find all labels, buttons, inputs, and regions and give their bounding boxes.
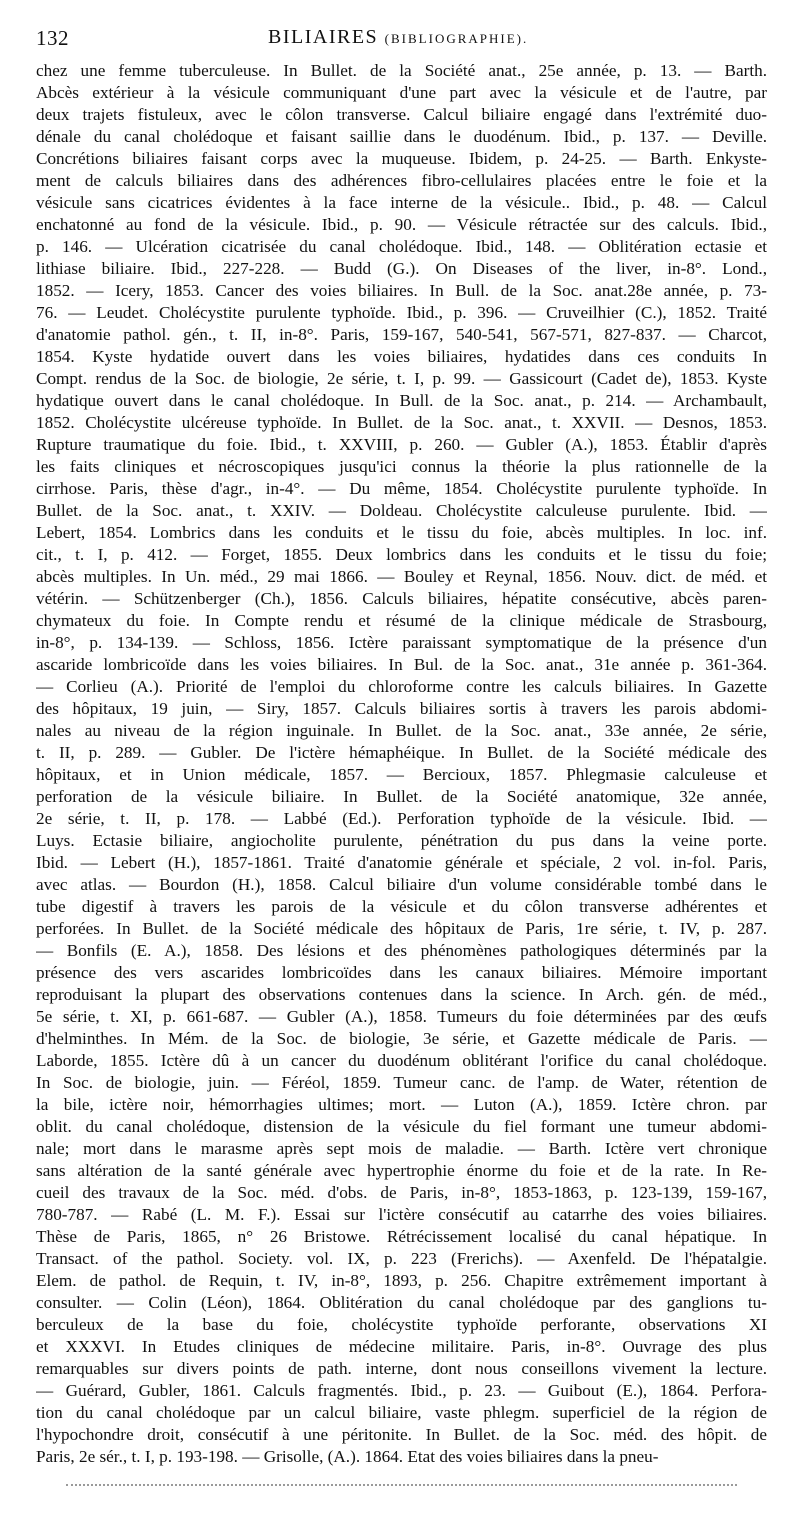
text-line: Lebert, 1854. Lombrics dans les conduits et le tissu du foie, abcès multiples. In loc. inf. (36, 523, 767, 542)
text-line: cit., t. I, p. 412. — Forget, 1855. Deux lombrics dans les conduits et le tissu du foie; (36, 545, 767, 564)
text-line: perforées. In Bullet. de la Société médicale des hôpitaux de Paris, 1re série, t. IV, p. 287. (36, 919, 767, 938)
text-line: avec atlas. — Bourdon (H.), 1858. Calcul biliaire d'un volume considérable tombé dans le (36, 875, 767, 894)
text-line: 76. — Leudet. Cholécystite purulente typhoïde. Ibid., p. 396. — Cruveilhier (C.), 1852. Traité (36, 303, 767, 322)
text-line: Thèse de Paris, 1865, n° 26 Bristowe. Rétrécissement localisé du canal hépatique. In (36, 1227, 767, 1246)
text-line: hôpitaux, et in Union médicale, 1857. — Bercioux, 1857. Phlegmasie calculeuse et (36, 765, 767, 784)
text-line: berculeux de la base du foie, cholécystite typhoïde perforante, observations XI (36, 1315, 767, 1334)
text-line: Bullet. de la Soc. anat., t. XXIV. — Doldeau. Cholécystite calculeuse purulente. Ibid. — (36, 501, 767, 520)
text-line: Transact. of the pathol. Society. vol. IX, p. 223 (Frerichs). — Axenfeld. De l'hépatalgie. (36, 1249, 767, 1268)
text-line: Paris, 2e sér., t. I, p. 193-198. — Grisolle, (A.). 1864. Etat des voies biliaires dans la pneu- (36, 1447, 659, 1466)
text-line: l'hypochondre droit, consécutif à une péritonite. In Bullet. de la Soc. méd. des hôpit. de (36, 1425, 767, 1444)
text-line: nales au niveau de la région inguinale. In Bullet. de la Soc. anat., 33e année, 2e série, (36, 721, 767, 740)
text-line: oblit. du canal cholédoque, distension de la vésicule du fiel formant une tumeur abdomi- (36, 1117, 767, 1136)
text-line: abcès multiples. In Un. méd., 29 mai 1866. — Bouley et Reynal, 1856. Nouv. dict. de méd. et (36, 567, 767, 586)
running-title-main: BILIAIRES (268, 26, 379, 48)
text-line: Compt. rendus de la Soc. de biologie, 2e série, t. I, p. 99. — Gassicourt (Cadet de), 1853. Kyste (36, 369, 767, 388)
text-line: consulter. — Colin (Léon), 1864. Oblitération du canal cholédoque par des ganglions tu- (36, 1293, 767, 1312)
text-line: chymateux du foie. In Compte rendu et résumé de la clinique médicale de Strasbourg, (36, 611, 767, 630)
text-line: In Soc. de biologie, juin. — Féréol, 1859. Tumeur canc. de l'amp. de Water, rétention de (36, 1073, 767, 1092)
text-line: Rupture traumatique du foie. Ibid., t. XXVIII, p. 260. — Gubler (A.), 1853. Établir d'après (36, 435, 767, 454)
page-number: 132 (36, 26, 69, 50)
text-line: hydatique ouvert dans le canal cholédoque. In Bull. de la Soc. anat., p. 214. — Archambault, (36, 391, 767, 410)
running-title-subtitle: (BIBLIOGRAPHIE). (384, 31, 529, 46)
text-line: 1854. Kyste hydatide ouvert dans les voies biliaires, hydatides dans ces conduits In (36, 347, 767, 366)
text-line: — Corlieu (A.). Priorité de l'emploi du chloroforme contre les calculs biliaires. In Gazette (36, 677, 767, 696)
text-line: Ibid. — Lebert (H.), 1857-1861. Traité d'anatomie générale et spéciale, 2 vol. in-fol. Paris, (36, 853, 767, 872)
text-line: les faits cliniques et nécroscopiques jusqu'ici connus la théorie la plus rationnelle de la (36, 457, 767, 476)
text-line: ment de calculs biliaires dans des adhérences fibro-cellulaires placées entre le foie et la (36, 171, 767, 190)
text-line: deux trajets fistuleux, avec le côlon transverse. Calcul biliaire engagé dans l'extrémité duo- (36, 105, 767, 124)
text-line: sans altération de la santé générale avec hypertrophie énorme du foie et de la rate. In Re- (36, 1161, 767, 1180)
text-line: 1852. — Icery, 1853. Cancer des voies biliaires. In Bull. de la Soc. anat.28e année, p. 73- (36, 281, 767, 300)
text-line: dénale du canal cholédoque et faisant saillie dans le duodénum. Ibid., p. 137. — Deville. (36, 127, 767, 146)
text-line: p. 146. — Ulcération cicatrisée du canal cholédoque. Ibid., 148. — Oblitération ectasie et (36, 237, 767, 256)
text-line: t. II, p. 289. — Gubler. De l'ictère hémaphéique. In Bullet. de la Société médicale des (36, 743, 767, 762)
page-footer (36, 1480, 767, 1490)
text-line: 1852. Cholécystite ulcéreuse typhoïde. In Bullet. de la Soc. anat., t. XXVII. — Desnos, 1853. (36, 413, 767, 432)
text-line: 5e série, t. XI, p. 661-687. — Gubler (A.), 1858. Tumeurs du foie déterminées par des œufs (36, 1007, 767, 1026)
text-line: reproduisant la plupart des observations contenues dans la science. In Arch. gén. de méd., (36, 985, 767, 1004)
text-line: 780-787. — Rabé (L. M. F.). Essai sur l'ictère consécutif au catarrhe des voies biliaires. (36, 1205, 767, 1224)
text-line: lithiase biliaire. Ibid., 227-228. — Budd (G.). On Diseases of the liver, in-8°. Lond., (36, 259, 767, 278)
text-line: présence des vers ascarides lombricoïdes dans les canaux biliaires. Mémoire important (36, 963, 767, 982)
text-line: vétérin. — Schützenberger (Ch.), 1856. Calculs biliaires, hépatite consécutive, abcès paren- (36, 589, 767, 608)
text-line: la bile, ictère noir, hémorrhagies ultimes; mort. — Luton (A.), 1859. Ictère chron. par (36, 1095, 767, 1114)
text-line: cueil des travaux de la Soc. méd. d'obs. de Paris, in-8°, 1853-1863, p. 123-139, 159-167, (36, 1183, 767, 1202)
text-line: Concrétions biliaires faisant corps avec la muqueuse. Ibidem, p. 24-25. — Barth. Enkyste- (36, 149, 767, 168)
running-title (268, 26, 528, 49)
text-line: chez une femme tuberculeuse. In Bullet. de la Société anat., 25e année, p. 13. — Barth. (36, 61, 767, 80)
text-line: d'helminthes. In Mém. de la Soc. de biologie, 3e série, et Gazette médicale de Paris. — (36, 1029, 767, 1048)
text-line: Luys. Ectasie biliaire, angiocholite purulente, pénétration du pus dans la veine porte. (36, 831, 767, 850)
text-line: tube digestif à travers les parois de la vésicule et du côlon transverse adhérentes et (36, 897, 767, 916)
text-line: d'anatomie pathol. gén., t. II, in-8°. Paris, 159-167, 540-541, 567-571, 827-837. — Charcot, (36, 325, 767, 344)
text-line: vésicule sans cicatrices évidentes à la face interne de la vésicule.. Ibid., p. 48. — Calcul (36, 193, 767, 212)
page-header (0, 26, 800, 60)
text-line: et XXXVI. In Etudes cliniques de médecine militaire. Paris, in-8°. Ouvrage des plus (36, 1337, 767, 1356)
bibliography-text (36, 60, 767, 1468)
footer-dotted-rule (66, 1484, 737, 1486)
text-line: Elem. de pathol. de Requin, t. IV, in-8°, 1893, p. 256. Chapitre extrêmement important à (36, 1271, 767, 1290)
text-line: perforation de la vésicule biliaire. In Bullet. de la Société anatomique, 32e année, (36, 787, 767, 806)
text-line: enchatonné au fond de la vésicule. Ibid., p. 90. — Vésicule rétractée sur des calculs. Ibid., (36, 215, 767, 234)
text-line: — Guérard, Gubler, 1861. Calculs fragmentés. Ibid., p. 23. — Guibout (E.), 1864. Perfora- (36, 1381, 767, 1400)
text-line: ascaride lombricoïde dans les voies biliaires. In Bul. de la Soc. anat., 31e année p. 361-364. (36, 655, 767, 674)
text-line: Abcès extérieur à la vésicule communiquant d'une part avec la vésicule et de l'autre, par (36, 83, 767, 102)
text-line: — Bonfils (E. A.), 1858. Des lésions et des phénomènes pathologiques déterminés par la (36, 941, 767, 960)
text-line: remarquables sur divers points de path. interne, dont nous conseillons vivement la lecture. (36, 1359, 767, 1378)
text-line: 2e série, t. II, p. 178. — Labbé (Ed.). Perforation typhoïde de la vésicule. Ibid. — (36, 809, 767, 828)
text-line: Laborde, 1855. Ictère dû à un cancer du duodénum oblitérant l'orifice du canal cholédoque. (36, 1051, 767, 1070)
text-line: nale; mort dans le marasme après sept mois de maladie. — Barth. Ictère vert chronique (36, 1139, 767, 1158)
text-line: cirrhose. Paris, thèse d'agr., in-4°. — Du même, 1854. Cholécystite purulente typhoïde. In (36, 479, 767, 498)
text-line: in-8°, p. 134-139. — Schloss, 1856. Ictère paraissant symptomatique de la présence d'un (36, 633, 767, 652)
text-line: tion du canal cholédoque par un calcul biliaire, vaste phlegm. superficiel de la région de (36, 1403, 767, 1422)
text-line: des hôpitaux, 19 juin, — Siry, 1857. Calculs biliaires sortis à travers les parois abdomi- (36, 699, 767, 718)
